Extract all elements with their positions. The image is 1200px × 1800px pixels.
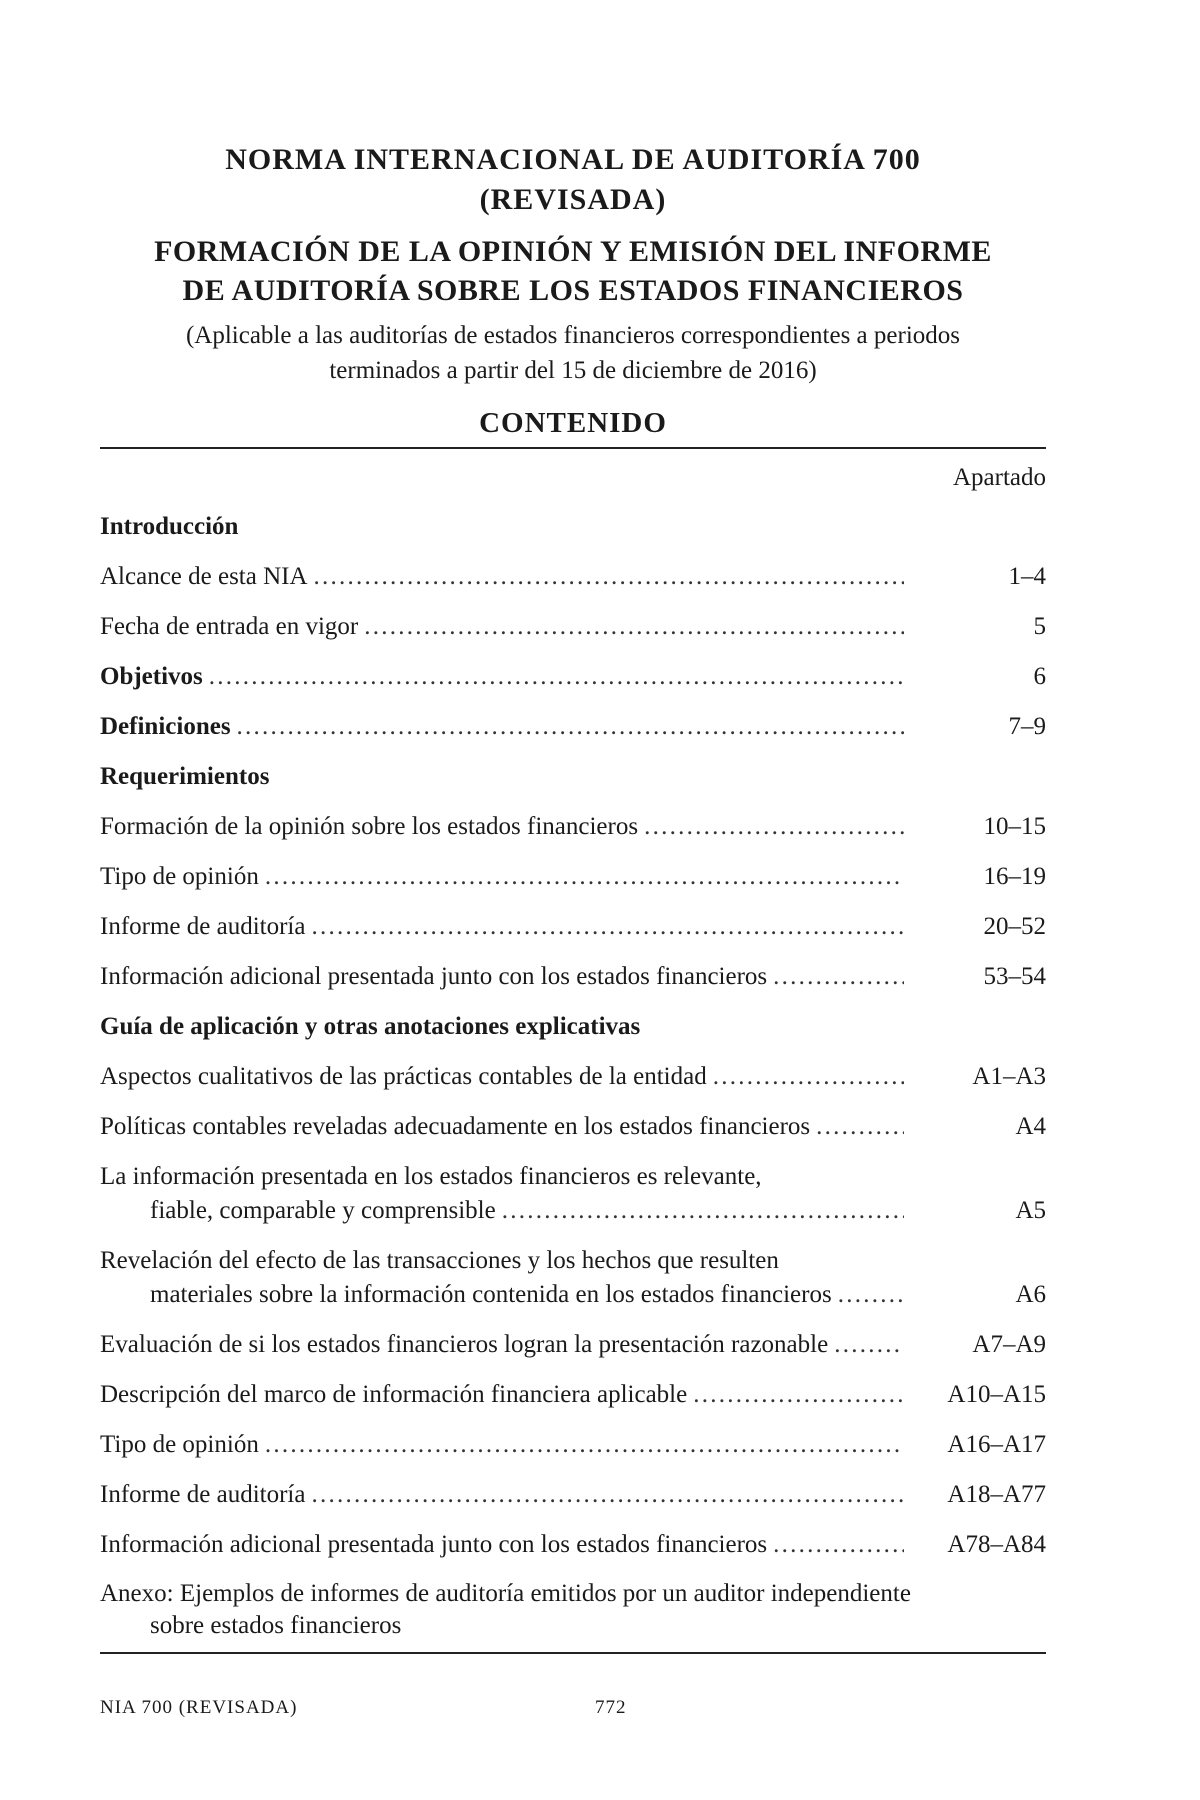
dot-leader [816, 1110, 904, 1144]
dot-leader [644, 810, 904, 844]
toc-entry-ref: 5 [1033, 613, 1046, 640]
toc-entry-label-line1: Revelación del efecto de las transacciones y los hechos que resulten [100, 1247, 779, 1274]
toc-entry-label: Información adicional presentada junto con los estados financieros [100, 963, 768, 990]
toc-entry[interactable] [100, 1478, 1046, 1512]
toc-entry-ref: A5 [1015, 1197, 1046, 1224]
dot-leader [237, 710, 904, 744]
toc-entry[interactable] [100, 610, 1046, 644]
page-title [100, 140, 1046, 220]
toc-entry[interactable] [100, 1110, 1046, 1144]
title-line: NORMA INTERNACIONAL DE AUDITORÍA 700 [225, 143, 921, 176]
toc-entry[interactable] [100, 1160, 1046, 1228]
toc-entry[interactable] [100, 1328, 1046, 1362]
toc-entry[interactable] [100, 1378, 1046, 1412]
toc-entry-label: Información adicional presentada junto con los estados financieros [100, 1531, 768, 1558]
toc-entry-label: Tipo de opinión [100, 863, 259, 890]
page-number: 772 [595, 1697, 627, 1718]
toc-entry-label-line1: La información presentada en los estados financieros es relevante, [100, 1163, 762, 1190]
dot-leader [265, 1428, 904, 1462]
dot-leader [209, 660, 904, 694]
column-label: Apartado [952, 464, 1046, 491]
section-heading-guia: Guía de aplicación y otras anotaciones explicativas [100, 1013, 641, 1040]
toc-entry-label-line2: materiales sobre la información contenida en los estados financieros [150, 1281, 832, 1308]
subtitle-line: DE AUDITORÍA SOBRE LOS ESTADOS FINANCIEROS [182, 274, 964, 307]
toc-entry-ref: 20–52 [983, 913, 1046, 940]
dot-leader [838, 1278, 904, 1312]
toc-entry-ref: A78–A84 [947, 1531, 1046, 1558]
divider [100, 447, 1046, 449]
toc-entry[interactable] [100, 910, 1046, 944]
toc-entry-ref: 7–9 [1008, 713, 1046, 740]
dot-leader [713, 1060, 904, 1094]
section-heading-requerimientos: Requerimientos [100, 763, 270, 790]
toc-entry-ref: A16–A17 [947, 1431, 1046, 1458]
toc-entry-ref: 6 [1033, 663, 1046, 690]
dot-leader [314, 560, 904, 594]
dot-leader [311, 1478, 904, 1512]
page-subtitle [100, 232, 1046, 310]
toc-entry[interactable] [100, 1060, 1046, 1094]
toc-entry-label: Evaluación de si los estados financieros logran la presentación razonable [100, 1331, 829, 1358]
toc-entry-objetivos[interactable] [100, 660, 1046, 694]
toc-entry-ref: 10–15 [983, 813, 1046, 840]
divider [100, 1652, 1046, 1654]
toc-entry-ref: A4 [1015, 1113, 1046, 1140]
table-of-contents [100, 510, 1046, 1642]
dot-leader [364, 610, 904, 644]
toc-entry-ref: A6 [1015, 1281, 1046, 1308]
toc-entry-ref: 16–19 [983, 863, 1046, 890]
toc-entry-label: Informe de auditoría [100, 913, 306, 940]
toc-entry-label: Informe de auditoría [100, 1481, 306, 1508]
toc-entry-label: Formación de la opinión sobre los estados financieros [100, 813, 639, 840]
toc-entry-label: Objetivos [100, 663, 203, 690]
toc-entry-label: Políticas contables reveladas adecuadamente en los estados financieros [100, 1113, 811, 1140]
dot-leader [311, 910, 904, 944]
toc-entry[interactable] [100, 960, 1046, 994]
toc-entry[interactable] [100, 1428, 1046, 1462]
toc-entry[interactable] [100, 1528, 1046, 1562]
toc-entry-anexo[interactable] [100, 1578, 1046, 1642]
dot-leader [834, 1328, 904, 1362]
section-heading-introduccion: Introducción [100, 513, 239, 540]
toc-entry-label: Descripción del marco de información financiera aplicable [100, 1381, 688, 1408]
dot-leader [502, 1194, 904, 1228]
dot-leader [773, 960, 904, 994]
toc-entry-ref: 1–4 [1008, 563, 1046, 590]
page-footer [100, 1697, 1046, 1725]
annex-line2: sobre estados financieros [150, 1612, 402, 1639]
toc-entry-label: Definiciones [100, 713, 231, 740]
toc-entry-label-line2: fiable, comparable y comprensible [150, 1197, 496, 1224]
toc-entry[interactable] [100, 860, 1046, 894]
toc-entry-ref: A1–A3 [972, 1063, 1046, 1090]
toc-entry-label: Aspectos cualitativos de las prácticas contables de la entidad [100, 1063, 707, 1090]
toc-entry-label: Fecha de entrada en vigor [100, 613, 359, 640]
toc-entry[interactable] [100, 810, 1046, 844]
dot-leader [693, 1378, 904, 1412]
contents-heading: CONTENIDO [479, 407, 667, 439]
applicability-line: (Aplicable a las auditorías de estados financieros correspondientes a periodos [185, 322, 961, 349]
toc-entry-ref: A18–A77 [947, 1481, 1046, 1508]
title-line: (REVISADA) [479, 183, 667, 216]
toc-entry[interactable] [100, 1244, 1046, 1312]
subtitle-line: FORMACIÓN DE LA OPINIÓN Y EMISIÓN DEL INFORME [154, 235, 992, 268]
toc-entry-definiciones[interactable] [100, 710, 1046, 744]
toc-entry-label: Alcance de esta NIA [100, 563, 308, 590]
dot-leader [773, 1528, 904, 1562]
toc-entry-ref: 53–54 [983, 963, 1046, 990]
page-content [100, 140, 1046, 1654]
toc-entry-ref: A10–A15 [947, 1381, 1046, 1408]
toc-entry-ref: A7–A9 [972, 1331, 1046, 1358]
applicability-line: terminados a partir del 15 de diciembre de 2016) [329, 357, 817, 384]
toc-entry[interactable] [100, 560, 1046, 594]
dot-leader [265, 860, 904, 894]
applicability-note [100, 318, 1046, 388]
annex-line1: Anexo: Ejemplos de informes de auditoría emitidos por un auditor independiente [100, 1580, 911, 1607]
toc-entry-label: Tipo de opinión [100, 1431, 259, 1458]
running-title: NIA 700 (REVISADA) [100, 1697, 298, 1718]
